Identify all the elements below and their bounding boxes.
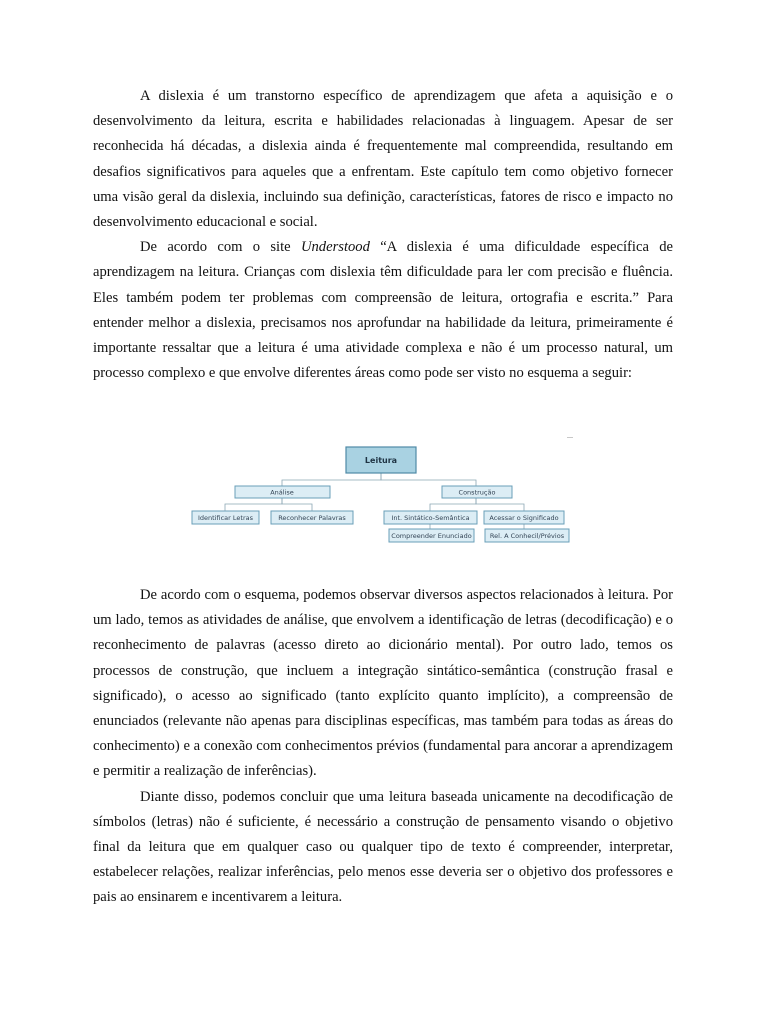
paragraph-intro: A dislexia é um transtorno específico de aprendizagem que afeta a aquisição e o desenvolvimento da leitura, escrita e habilidades relacionadas à linguagem. Apesar de ser reconhecida há décadas, a dislexia ainda é frequentemente mal compreendida, resultando em desafios significativos para aqueles que a enfrentam. Este capítulo tem como objetivo fornecer uma visão geral da dislexia, incluindo sua definição, características, fatores de risco e impacto no desenvolvimento educacional e social. bbox=[93, 88, 673, 231]
reading-process-diagram bbox=[185, 428, 585, 553]
edge-left-leaf1 bbox=[225, 498, 282, 511]
node-int-sintatico-label: Int. Sintático-Semântica bbox=[391, 514, 470, 522]
node-conhecimentos-previos-label: Rel. A Conhecil/Prévios bbox=[489, 532, 565, 540]
edge-root-left bbox=[282, 473, 381, 486]
quote-lead-text: De acordo com o site bbox=[140, 239, 301, 256]
text-block-bottom bbox=[93, 583, 673, 911]
diagram-speck bbox=[567, 437, 573, 438]
node-root-label: Leitura bbox=[364, 456, 398, 465]
node-identificar-letras-label: Identificar Letras bbox=[197, 514, 254, 522]
quote-body-text: “A dislexia é uma dificuldade específica de aprendizagem na leitura. Crianças com dislexia têm dificuldade para ler com precisão e fluência. Eles também podem ter problemas com compreensão de leitura, ortografia e escrita.” Para entender melhor a dislexia, precisamos nos aprofundar na habilidade da leitura, primeiramente é importante ressaltar que a leitura é uma atividade complexa e não é um processo natural, um processo complexo e que envolve diferentes áreas como pode ser visto no esquema a seguir: bbox=[93, 239, 674, 382]
node-analise-label: Análise bbox=[270, 488, 294, 497]
text-block-top bbox=[93, 84, 673, 386]
edge-left-leaf2 bbox=[282, 498, 312, 511]
edge-right-leaf1 bbox=[430, 498, 476, 511]
edge-root-right bbox=[381, 473, 476, 486]
diagram-svg bbox=[185, 428, 585, 553]
node-acessar-significado-label: Acessar o Significado bbox=[489, 514, 559, 522]
paragraph-conclusion: Diante disso, podemos concluir que uma leitura baseada unicamente na decodificação de símbolos (letras) não é suficiente, é necessário a construção de pensamento visando o objetivo final da leitura que em qualquer caso ou qualquer tipo de texto é compreender, interpretar, estabelecer relações, realizar inferências, pelo menos esse deveria ser o objetivo dos professores e pais ao ensinarem e incentivarem a leitura. bbox=[93, 788, 673, 906]
node-reconhecer-palavras-label: Reconhecer Palavras bbox=[278, 514, 346, 522]
edge-right-leaf2 bbox=[476, 498, 524, 511]
paragraph-understood-quote bbox=[93, 235, 673, 386]
node-construcao-label: Construção bbox=[458, 488, 496, 497]
source-title-understood: Understood bbox=[300, 239, 370, 256]
node-compreender-enunciado-label: Compreender Enunciado bbox=[391, 532, 472, 540]
paragraph-scheme-analysis: De acordo com o esquema, podemos observar diversos aspectos relacionados à leitura. Por um lado, temos as atividades de análise, que envolvem a identificação de letras (decodificação) e o reconhecimento de palavras (acesso direto ao dicionário mental). Por outro lado, temos os processos de construção, que incluem a integração sintático-semântica (construção frasal e significado), o acesso ao significado (tanto explícito quanto implícito), a compreensão de enunciados (relevante não apenas para disciplinas específicas, mas também para todas as áreas do conhecimento) e a conexão com conhecimentos prévios (fundamental para ancorar a aprendizagem e permitir a realização de inferências). bbox=[93, 587, 673, 780]
